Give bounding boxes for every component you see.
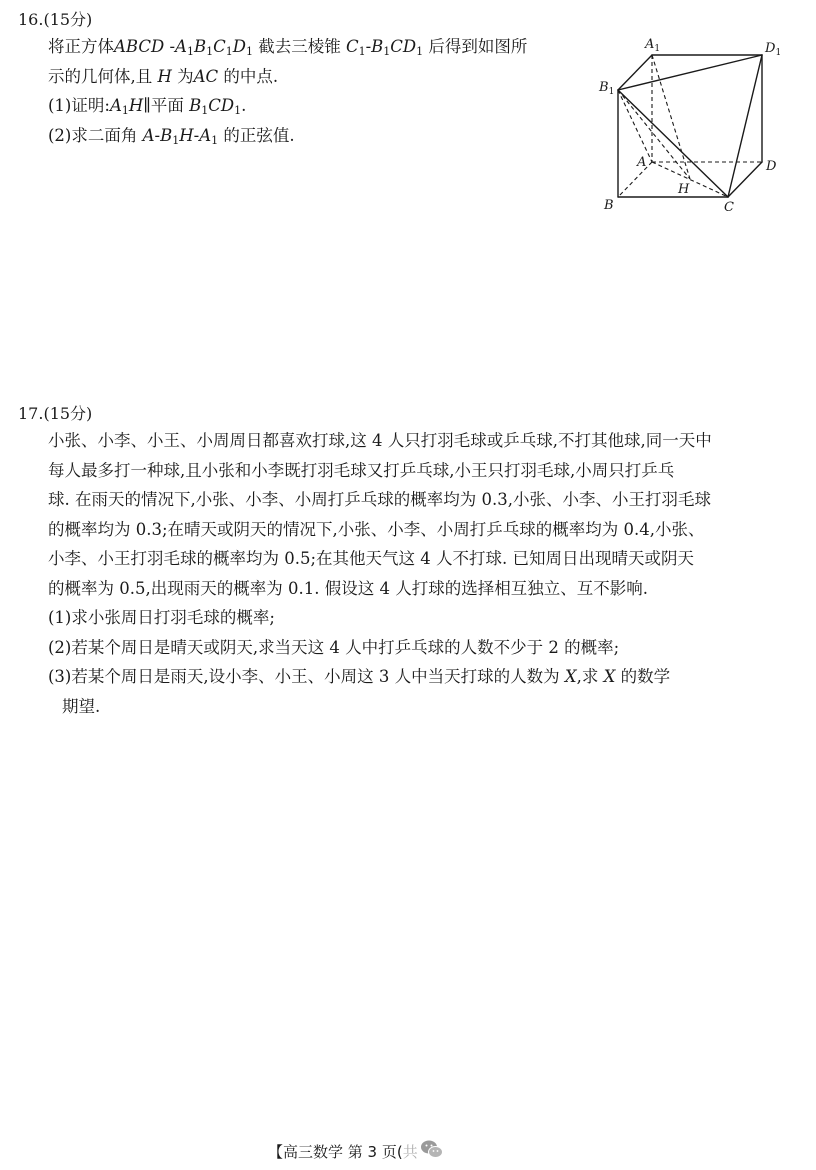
edge-a-b bbox=[618, 162, 652, 197]
footer-cut: 共 bbox=[402, 1143, 418, 1161]
problem-17-part-3-cont: 期望. bbox=[62, 696, 101, 716]
math-CD: CD bbox=[390, 37, 417, 56]
math-A: A bbox=[109, 96, 122, 115]
page-footer bbox=[0, 1138, 816, 1164]
text: 的中点. bbox=[218, 66, 279, 86]
math-B: B bbox=[371, 37, 384, 56]
math-CD: CD bbox=[208, 96, 235, 115]
label-d: D bbox=[766, 159, 777, 174]
edge-b1-d1 bbox=[618, 55, 762, 90]
text: . bbox=[241, 96, 247, 115]
math-dash: - bbox=[169, 37, 176, 56]
problem-16-line-2 bbox=[48, 62, 527, 92]
math-sub: 1 bbox=[416, 45, 424, 58]
label-d1: $D_1$ bbox=[765, 41, 782, 58]
problem-17-part-2: (2)若某个周日是晴天或阴天,求当天这 4 人中打乒乓球的人数不少于 2 的概率; bbox=[48, 637, 620, 657]
text: 截去三棱锥 bbox=[252, 37, 346, 56]
text: ,求 bbox=[576, 667, 604, 686]
problem-16-part-1 bbox=[48, 91, 527, 121]
edge-b1-c bbox=[618, 90, 728, 197]
edge-a-c bbox=[652, 162, 728, 197]
text: 为 bbox=[171, 66, 194, 86]
geometry-figure bbox=[596, 30, 796, 216]
problem-16-part-2 bbox=[48, 121, 527, 151]
problem-17-line: 小李、小王打羽毛球的概率均为 0.5;在其他天气这 4 人不打球. 已知周日出现晴天或阴天 bbox=[48, 549, 695, 568]
math-sub: 1 bbox=[206, 45, 214, 58]
problem-17-line: 的概率为 0.5,出现雨天的概率为 0.1. 假设这 4 人打球的选择相互独立、互不影响. bbox=[48, 578, 648, 598]
problem-17-line: 的概率均为 0.3;在晴天或阴天的情况下,小张、小李、小周打乒乓球的概率均为 0.4,小张、 bbox=[48, 519, 705, 539]
watermark-fade bbox=[446, 1140, 506, 1162]
math-B: B bbox=[160, 125, 173, 145]
math-sub: 1 bbox=[383, 45, 391, 58]
math-sub: 1 bbox=[358, 45, 366, 58]
math-D: D bbox=[232, 37, 246, 56]
problem-17-line: 每人最多打一种球,且小张和小李既打羽毛球又打乒乓球,小王只打羽毛球,小周只打乒乓 bbox=[48, 460, 675, 480]
edge-b1-a bbox=[618, 90, 652, 162]
problem-16-line-1 bbox=[48, 32, 527, 62]
math-sub: 1 bbox=[186, 45, 194, 58]
text: 示的几何体,且 bbox=[48, 66, 158, 86]
math-H: H bbox=[128, 96, 144, 115]
label-b: B bbox=[604, 198, 614, 213]
label-h: H bbox=[678, 182, 690, 197]
label-a1: $A_1$ bbox=[645, 37, 661, 54]
problem-17-line: 小张、小李、小王、小周周日都喜欢打球,这 4 人只打羽毛球或乒乓球,不打其他球,同一天中 bbox=[48, 431, 712, 450]
math-sub: 1 bbox=[201, 104, 209, 117]
text: 将正方体 bbox=[48, 37, 114, 56]
math-sub: 1 bbox=[172, 133, 180, 147]
text: (3)若某个周日是雨天,设小李、小王、小周这 3 人中当天打球的人数为 bbox=[48, 667, 565, 686]
text: (2)求二面角 bbox=[48, 125, 143, 145]
text: 后得到如图所 bbox=[423, 37, 528, 56]
text: 的正弦值. bbox=[218, 125, 295, 145]
problem-16 bbox=[18, 8, 527, 150]
math-dash: - bbox=[154, 125, 161, 145]
edge-b1-a1 bbox=[618, 55, 652, 90]
text: (1)证明: bbox=[48, 96, 110, 115]
edge-c-d bbox=[728, 162, 762, 197]
math-B: B bbox=[193, 37, 207, 56]
math-sub: 1 bbox=[245, 45, 253, 58]
problem-17-header: 17.(15分) bbox=[18, 404, 93, 423]
problem-16-body bbox=[18, 32, 527, 150]
math-solid-name: ABCD bbox=[114, 37, 165, 56]
label-c: C bbox=[724, 200, 734, 215]
math-dash: - bbox=[365, 37, 372, 56]
problem-17-part-1: (1)求小张周日打羽毛球的概率; bbox=[48, 608, 275, 627]
problem-17-body bbox=[18, 426, 788, 721]
edge-b1-h bbox=[618, 90, 690, 179]
math-AC: AC bbox=[193, 66, 219, 86]
math-sub: 1 bbox=[121, 104, 129, 117]
footer-text bbox=[268, 1141, 418, 1162]
label-b1: $B_1$ bbox=[599, 80, 615, 97]
wechat-icon bbox=[420, 1139, 444, 1161]
math-C: C bbox=[213, 37, 226, 56]
math-X: X bbox=[564, 667, 577, 686]
math-A: A bbox=[175, 37, 187, 56]
math-H: H bbox=[179, 125, 194, 145]
math-H: H bbox=[157, 66, 172, 86]
edge-d1-c bbox=[728, 55, 762, 197]
footer-label: 【高三数学 第 3 页( bbox=[268, 1143, 403, 1161]
math-sub: 1 bbox=[234, 104, 242, 117]
math-X: X bbox=[603, 667, 616, 686]
problem-17-part-3 bbox=[48, 662, 788, 692]
problem-17 bbox=[18, 402, 788, 721]
label-a: A bbox=[637, 155, 647, 170]
math-A: A bbox=[199, 125, 212, 145]
math-sub: 1 bbox=[225, 45, 233, 58]
problem-17-line: 球. 在雨天的情况下,小张、小李、小周打乒乓球的概率均为 0.3,小张、小李、小王打羽毛球 bbox=[48, 490, 711, 509]
math-sub: 1 bbox=[211, 133, 219, 147]
math-C: C bbox=[345, 37, 359, 56]
text: ∥平面 bbox=[143, 96, 190, 115]
text: 的数学 bbox=[615, 667, 671, 686]
math-B: B bbox=[189, 96, 202, 115]
math-A: A bbox=[142, 125, 155, 145]
problem-16-header: 16.(15分) bbox=[18, 10, 93, 29]
math-dash: - bbox=[193, 125, 200, 145]
